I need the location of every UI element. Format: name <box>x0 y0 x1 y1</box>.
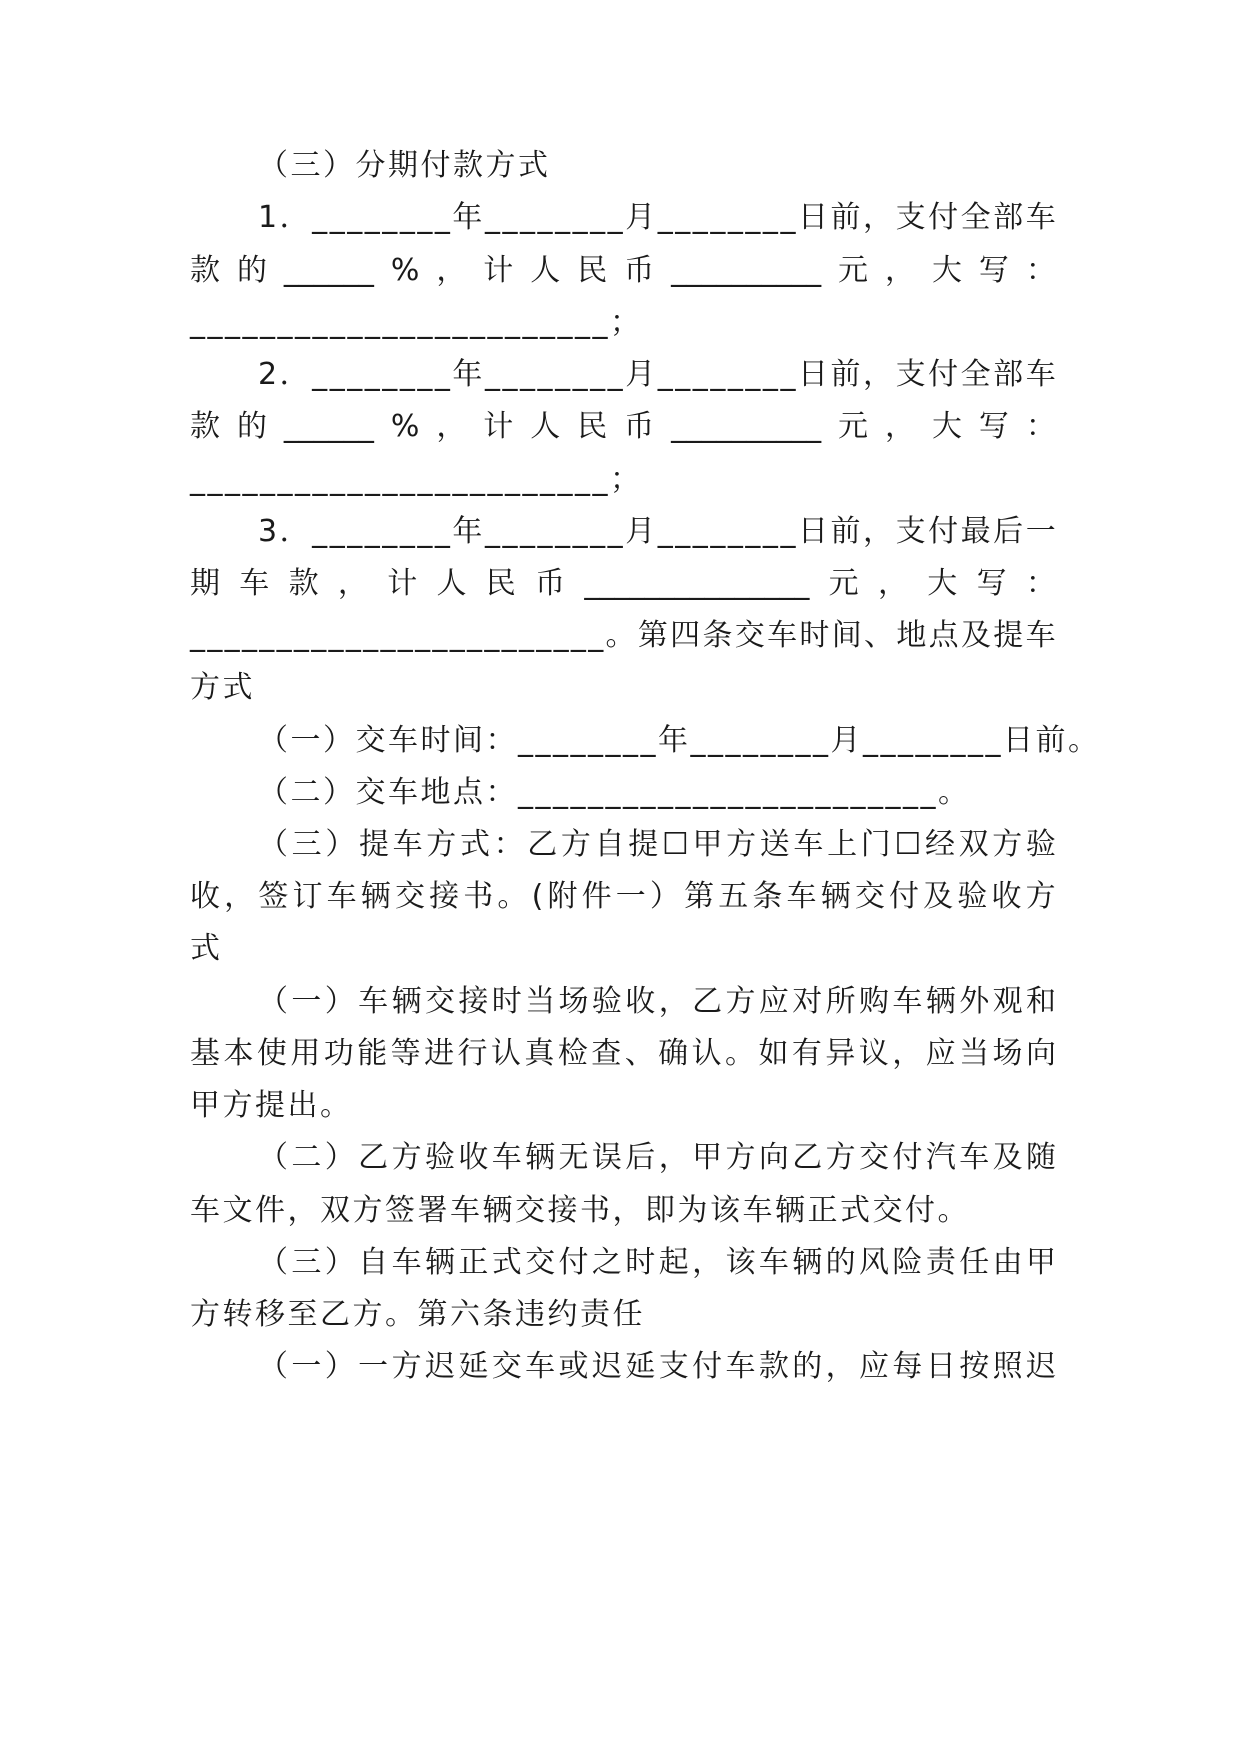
article-4-line-end: 方式 <box>190 670 255 705</box>
acceptance-clause-1-cont: 基 本 使 用 功 能 等 进 行 认 真 检 查 、 确 认 。 如 有 异 议 ， 应 当 场 向 <box>190 1036 1056 1071</box>
delivery-time: （一）交车时间：________年________月________日前。 <box>258 723 1101 758</box>
pickup-method: （ 三 ） 提 车 方 式 ： 乙 方 自 提 ☐ 甲 方 送 车 上 门 ☐ 经 双 方 验 <box>258 827 1056 862</box>
installment-3-line: 3 ． _ _ _ _ _ _ _ _ 年 _ _ _ _ _ _ _ _ 月 _ _ _ _ _ _ _ _ 日 前 ， 支 付 最 后 一 <box>258 514 1056 549</box>
section-heading: （三）分期付款方式 <box>258 148 551 183</box>
installment-3-detail: 期 车 款 ， 计 人 民 币 _______________ 元 ， 大 写 ： <box>190 566 1056 601</box>
article-4-line: _ _ _ _ _ _ _ _ _ _ _ _ _ _ _ _ _ _ _ _ _ _ _ _ 。 第 四 条 交 车 时 间 、 地 点 及 提 车 <box>190 618 1056 653</box>
liability-clause-1: （ 一 ） 一 方 迟 延 交 车 或 迟 延 支 付 车 款 的 ， 应 每 日 按 照 迟 <box>258 1349 1056 1384</box>
installment-2-line: 2 ． _ _ _ _ _ _ _ _ 年 _ _ _ _ _ _ _ _ 月 _ _ _ _ _ _ _ _ 日 前 ， 支 付 全 部 车 <box>258 357 1056 392</box>
article-6-line: 方转移至乙方。第六条违约责任 <box>190 1297 645 1332</box>
acceptance-clause-2: （ 二 ） 乙 方 验 收 车 辆 无 误 后 ， 甲 方 向 乙 方 交 付 汽 车 及 随 <box>258 1140 1056 1175</box>
article-5-line: 收 ， 签 订 车 辆 交 接 书 。 ( 附 件 一 ） 第 五 条 车 辆 交 付 及 验 收 方 <box>190 879 1056 914</box>
installment-1-line: 1 ． _ _ _ _ _ _ _ _ 年 _ _ _ _ _ _ _ _ 月 _ _ _ _ _ _ _ _ 日 前 ， 支 付 全 部 车 <box>258 200 1056 235</box>
acceptance-clause-3: （ 三 ） 自 车 辆 正 式 交 付 之 时 起 ， 该 车 辆 的 风 险 责 任 由 甲 <box>258 1245 1056 1280</box>
delivery-place: （二）交车地点：________________________。 <box>258 775 971 810</box>
installment-2-detail: 款 的 ______ % ， 计 人 民 币 __________ 元 ， 大 写 ： <box>190 409 1056 444</box>
installment-1-detail: 款 的 ______ % ， 计 人 民 币 __________ 元 ， 大 写 ： <box>190 253 1056 288</box>
article-5-line-end: 式 <box>190 931 223 966</box>
acceptance-clause-1: （ 一 ） 车 辆 交 接 时 当 场 验 收 ， 乙 方 应 对 所 购 车 辆 外 观 和 <box>258 984 1056 1019</box>
installment-2-amount-blank: ________________________； <box>190 462 643 497</box>
acceptance-clause-1-end: 甲方提出。 <box>190 1088 353 1123</box>
installment-1-amount-blank: ________________________； <box>190 305 643 340</box>
acceptance-clause-2-end: 车文件，双方签署车辆交接书，即为该车辆正式交付。 <box>190 1193 970 1228</box>
